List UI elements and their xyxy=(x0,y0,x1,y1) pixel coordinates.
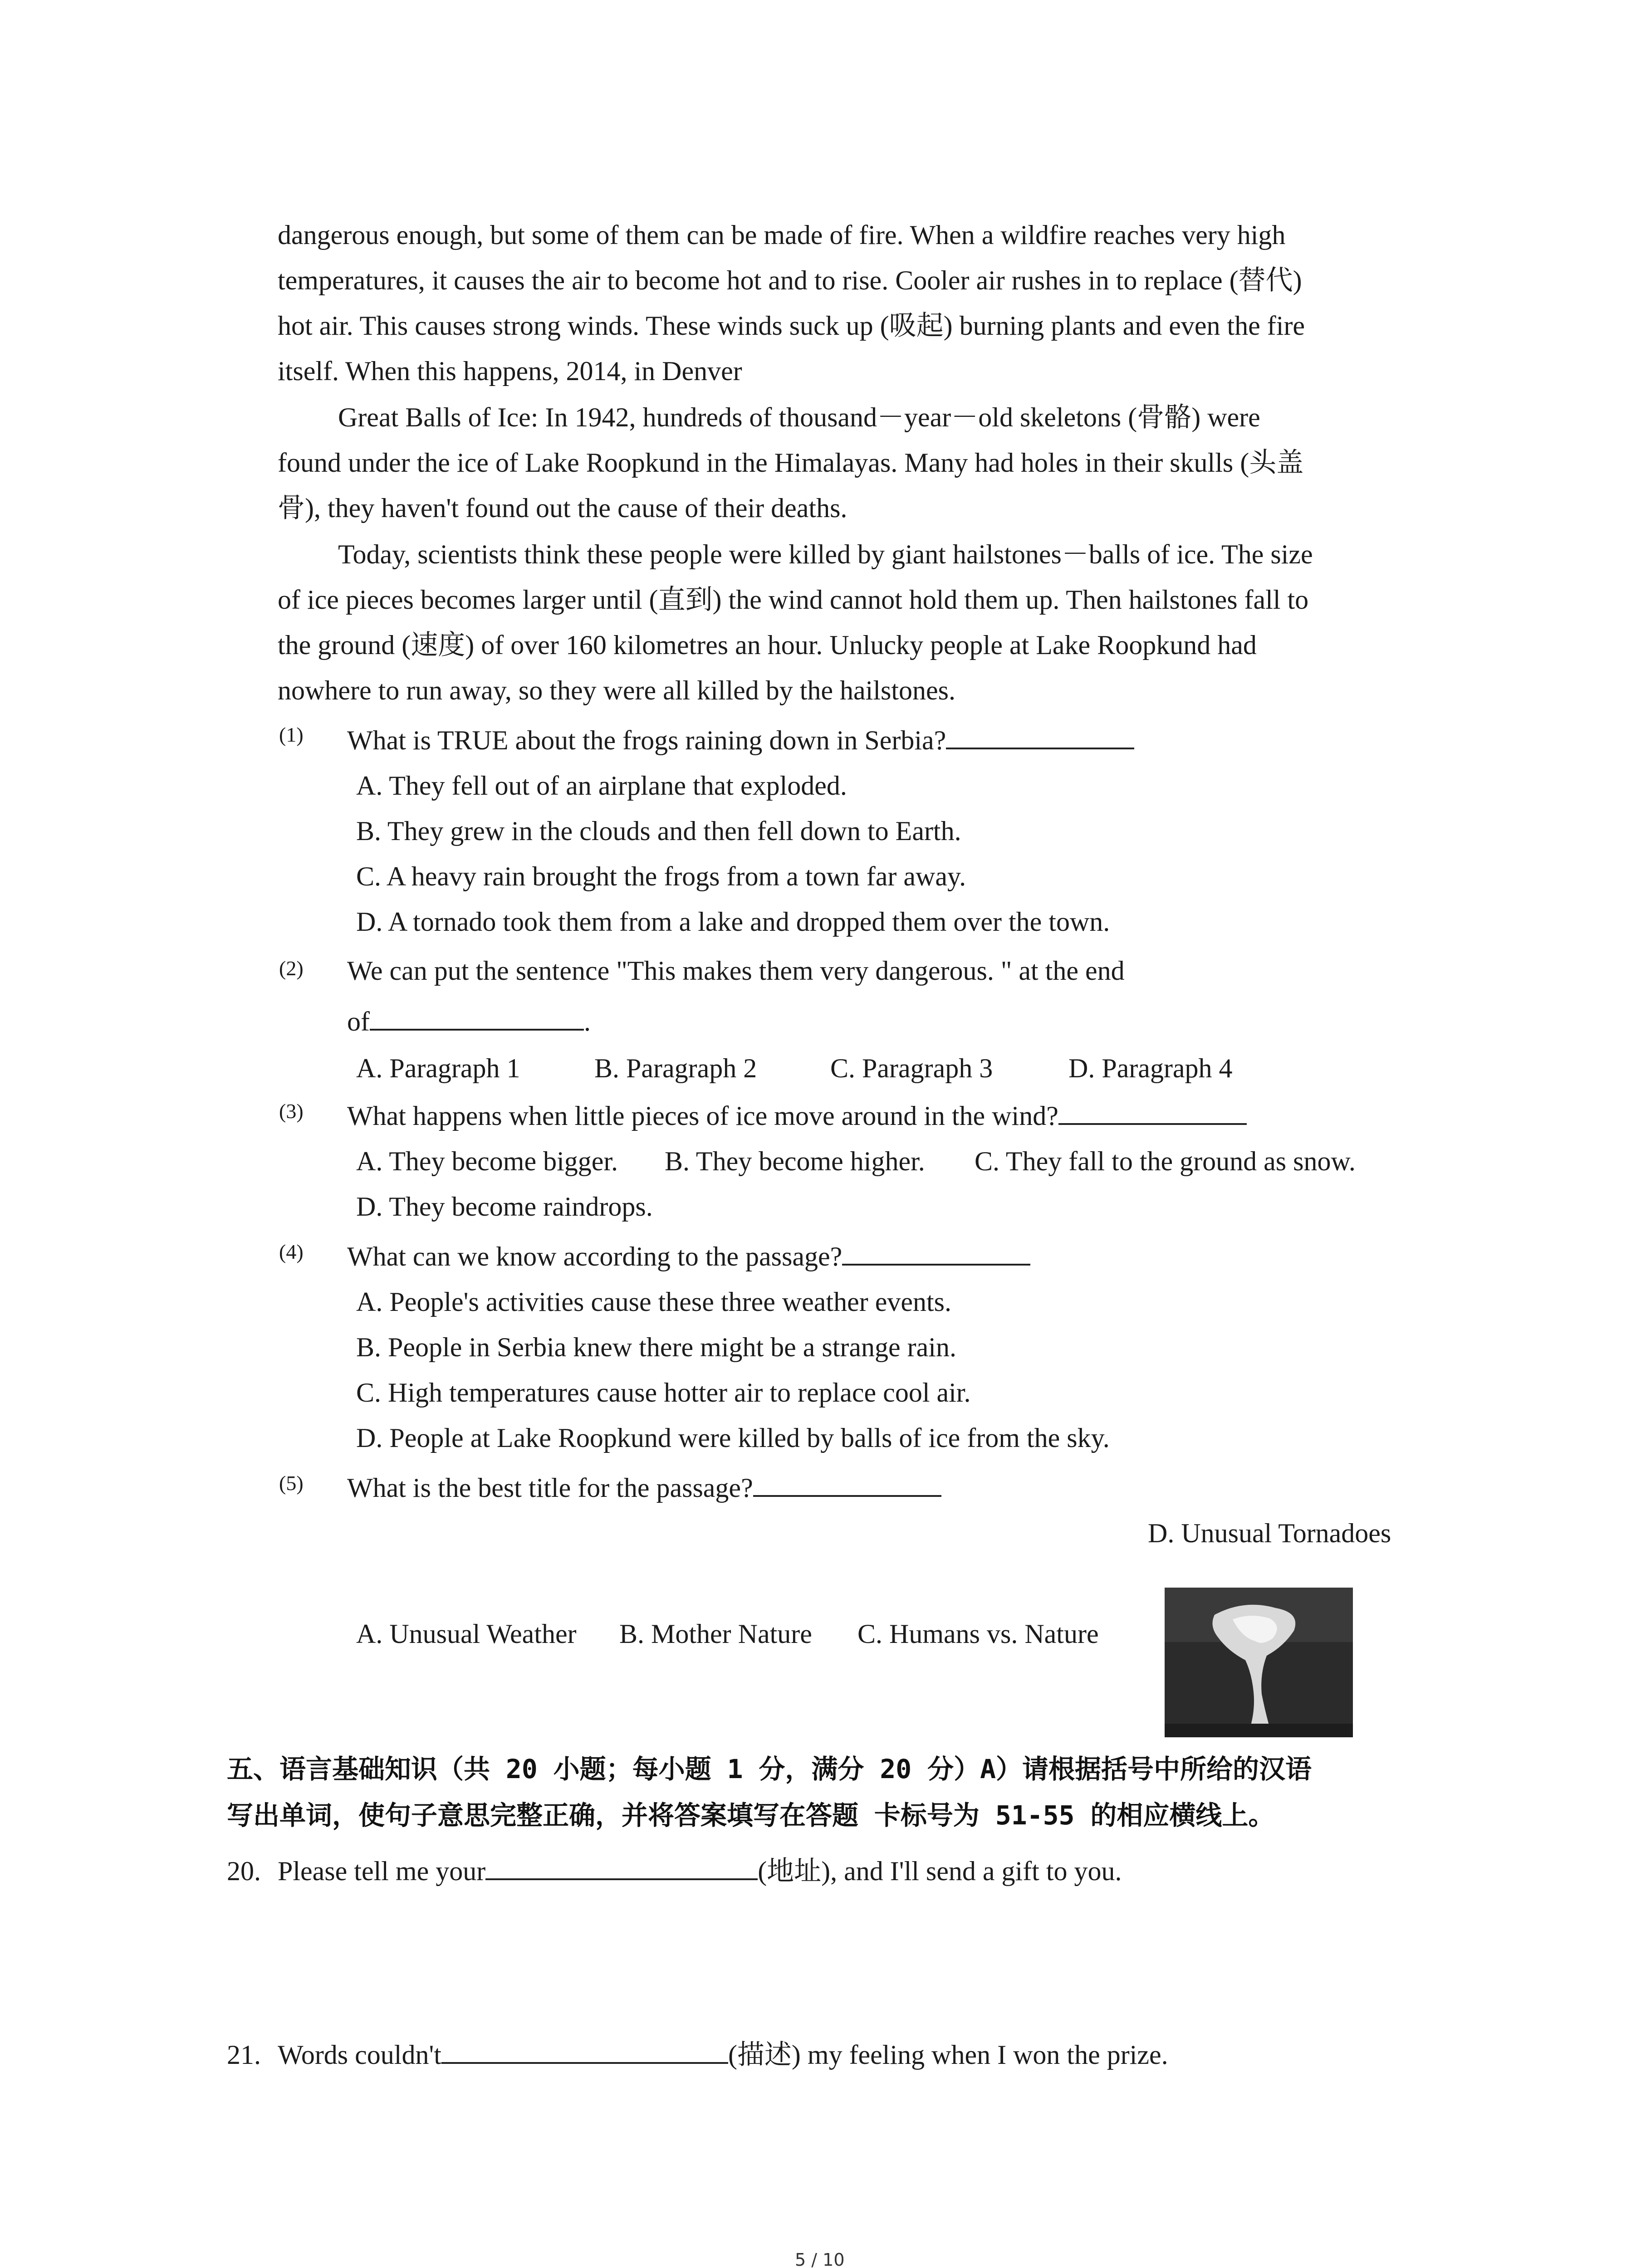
passage-line: the ground (速度) of over 160 kilometres an hour. Unlucky people at Lake Roopkund had xyxy=(278,630,1257,660)
option-b: B. People in Serbia knew there might be a strange rain. xyxy=(356,1332,956,1362)
passage-line: nowhere to run away, so they were all killed by the hailstones. xyxy=(278,675,956,705)
passage-line: itself. When this happens, 2014, in Denver xyxy=(278,356,742,386)
passage-line: found under the ice of Lake Roopkund in the Himalayas. Many had holes in their skulls (头盖 xyxy=(278,448,1304,478)
option-b: B. Paragraph 2 xyxy=(594,1053,757,1083)
page-number: 5 / 10 xyxy=(795,2250,845,2268)
item-sentence: Please tell me your (地址), and I'll send a gift to you. xyxy=(278,1856,1122,1886)
passage-line: 骨), they haven't found out the cause of their deaths. xyxy=(278,493,847,523)
question-stem: What is TRUE about the frogs raining down in Serbia? xyxy=(347,722,1134,758)
question-stem: What happens when little pieces of ice move around in the wind? xyxy=(347,1098,1247,1134)
option-d: D. A tornado took them from a lake and dropped them over the town. xyxy=(356,907,1110,937)
option-b: B. They grew in the clouds and then fell down to Earth. xyxy=(356,816,961,846)
option-c: C. Paragraph 3 xyxy=(830,1053,993,1083)
option-a: A. Unusual Weather xyxy=(356,1619,577,1649)
option-a: A. They become bigger. xyxy=(356,1146,618,1176)
tornado-icon xyxy=(1165,1588,1353,1737)
option-d: D. People at Lake Roopkund were killed by balls of ice from the sky. xyxy=(356,1423,1110,1453)
answer-blank[interactable] xyxy=(1058,1101,1247,1125)
option-d: D. They become raindrops. xyxy=(356,1192,653,1222)
option-c: C. High temperatures cause hotter air to replace cool air. xyxy=(356,1378,971,1408)
option-b: B. They become higher. xyxy=(665,1146,925,1176)
option-a: A. Paragraph 1 xyxy=(356,1053,520,1083)
item-number: 20. xyxy=(227,1856,261,1886)
passage-line: of ice pieces becomes larger until (直到) the wind cannot hold them up. Then hailstones fall to xyxy=(278,585,1309,615)
question-stem: What is the best title for the passage? xyxy=(347,1470,941,1506)
passage-line: temperatures, it causes the air to become hot and to rise. Cooler air rushes in to replace (替代) xyxy=(278,265,1302,295)
option-c: C. A heavy rain brought the frogs from a town far away. xyxy=(356,861,966,891)
option-d: D. Unusual Tornadoes xyxy=(1148,1518,1391,1548)
option-d: D. Paragraph 4 xyxy=(1068,1053,1233,1083)
passage-line: dangerous enough, but some of them can be made of fire. When a wildfire reaches very high xyxy=(278,220,1286,250)
passage-line: Great Balls of Ice: In 1942, hundreds of thousand－year－old skeletons (骨骼) were xyxy=(338,402,1260,432)
option-a: A. People's activities cause these three weather events. xyxy=(356,1287,951,1317)
question-number: (1) xyxy=(279,723,304,746)
passage-line: hot air. This causes strong winds. These winds suck up (吸起) burning plants and even the fire xyxy=(278,311,1305,341)
question-stem: We can put the sentence "This makes them very dangerous. " at the end xyxy=(347,956,1125,986)
option-c: C. They fall to the ground as snow. xyxy=(975,1146,1356,1176)
option-c: C. Humans vs. Nature xyxy=(857,1619,1099,1649)
section-heading: 五、语言基础知识（共 20 小题；每小题 1 分，满分 20 分）A）请根据括号中所给的汉语 xyxy=(227,1754,1312,1784)
section-heading-line2: 写出单词，使句子意思完整正确，并将答案填写在答题 卡标号为 51-55 的相应横线上。 xyxy=(227,1800,1275,1831)
answer-blank[interactable] xyxy=(946,726,1134,749)
question-number: (3) xyxy=(279,1100,304,1123)
answer-blank[interactable] xyxy=(441,2040,728,2064)
question-stem-continued: of . xyxy=(347,1007,591,1036)
question-number: (5) xyxy=(279,1471,304,1495)
answer-blank[interactable] xyxy=(485,1857,758,1880)
question-number: (4) xyxy=(279,1240,304,1263)
answer-blank[interactable] xyxy=(842,1242,1030,1266)
question-stem: What can we know according to the passage? xyxy=(347,1238,1030,1275)
option-a: A. They fell out of an airplane that exploded. xyxy=(356,771,847,801)
answer-blank[interactable] xyxy=(370,1007,584,1031)
answer-blank[interactable] xyxy=(753,1473,941,1497)
option-b: B. Mother Nature xyxy=(619,1619,812,1649)
item-number: 21. xyxy=(227,2040,261,2070)
passage-line: Today, scientists think these people were killed by giant hailstones－balls of ice. The size xyxy=(338,539,1313,569)
tornado-photo xyxy=(1165,1588,1353,1737)
item-sentence: Words couldn't (描述) my feeling when I won the prize. xyxy=(278,2040,1168,2070)
question-number: (2) xyxy=(279,957,304,980)
